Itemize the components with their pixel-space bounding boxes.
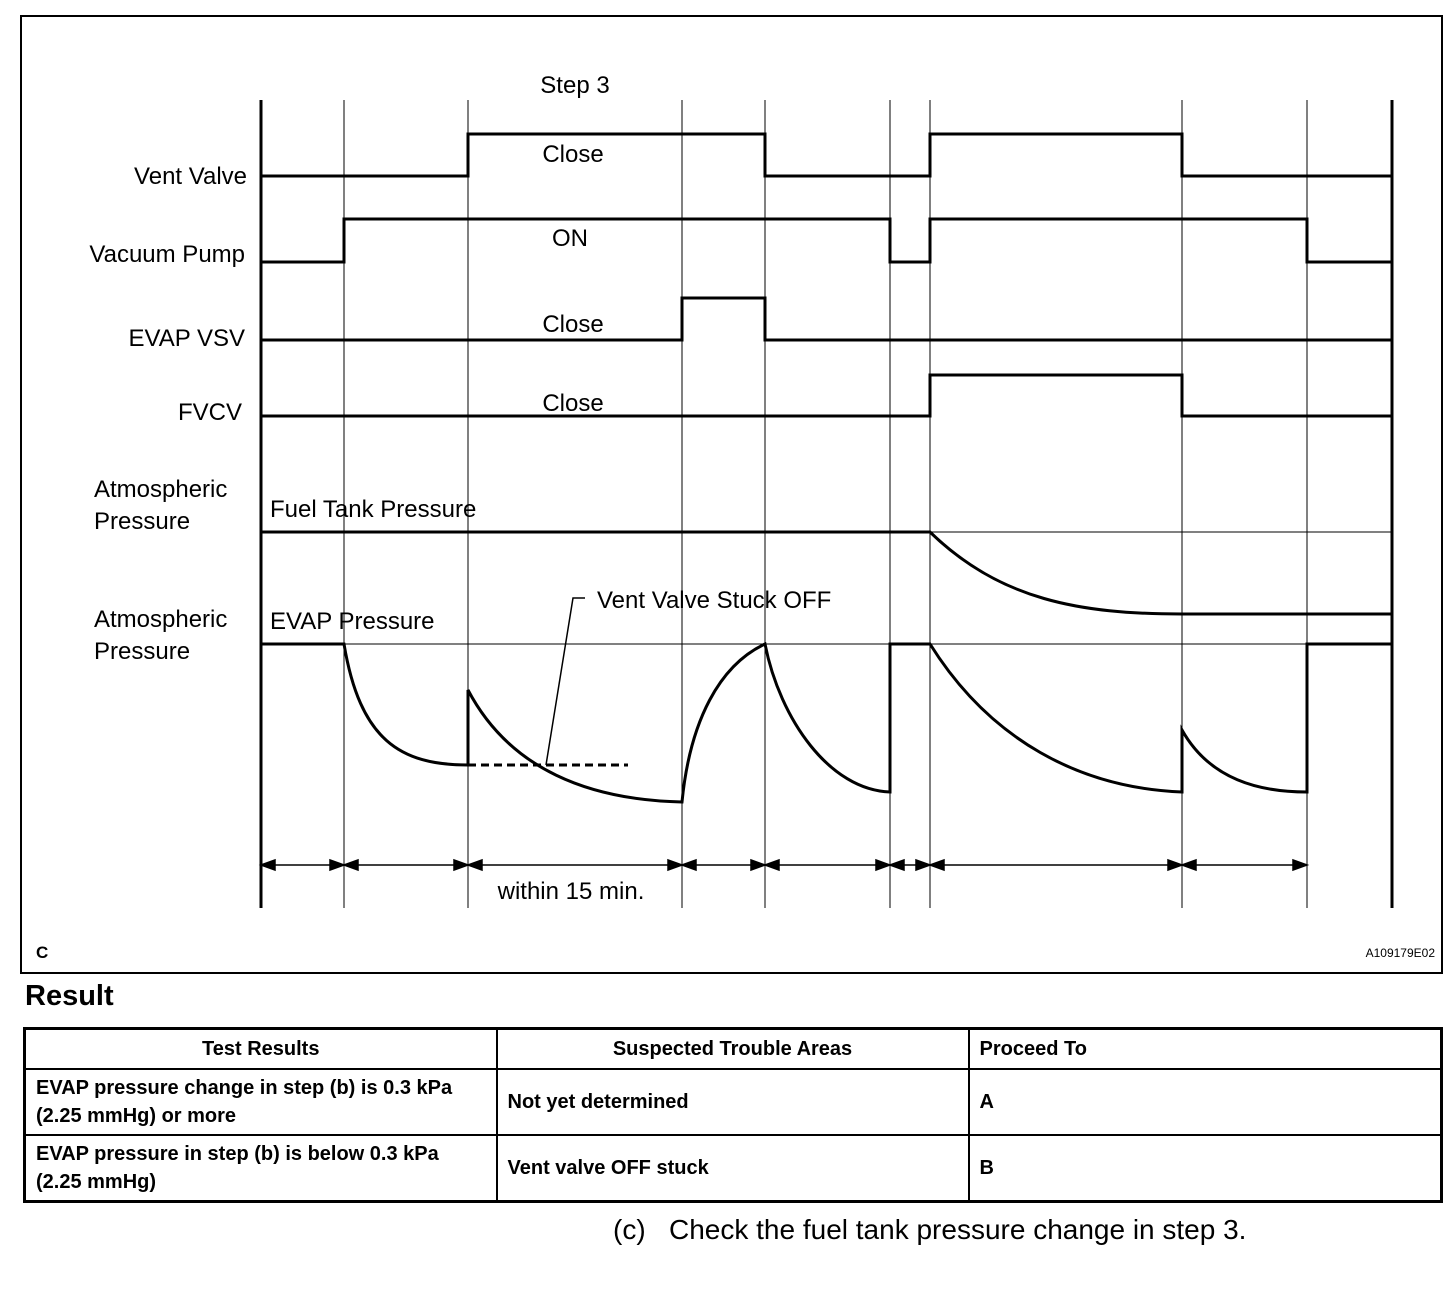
diagram-frame	[21, 16, 1442, 973]
suspected-area-cell: Vent valve OFF stuck	[497, 1135, 969, 1202]
atmospheric-pressure-label-2-line-2: Pressure	[94, 638, 191, 665]
fuel-tank-pressure-label: Fuel Tank Pressure	[270, 496, 477, 523]
vent-valve-stuck-off-leader	[546, 598, 585, 765]
atmospheric-pressure-label-1-line-2: Pressure	[94, 508, 191, 535]
test-result-cell: EVAP pressure in step (b) is below 0.3 kPa (2.25 mmHg)	[25, 1135, 497, 1202]
fvcv-close-label: Close	[542, 390, 604, 417]
fvcv-waveform	[261, 375, 1392, 416]
interval-arrow-head	[468, 860, 482, 870]
interval-arrows	[261, 860, 1307, 870]
proceed-to-cell: A	[969, 1069, 1442, 1135]
evap-vsv-close-label: Close	[542, 311, 604, 338]
header-suspected-trouble-areas: Suspected Trouble Areas	[497, 1029, 969, 1070]
within-15-min-label: within 15 min.	[497, 878, 645, 905]
interval-arrow-head	[1293, 860, 1307, 870]
interval-arrow-head	[344, 860, 358, 870]
fvcv-label: FVCV	[177, 399, 242, 426]
table-row	[25, 1069, 1442, 1135]
footnote-marker: (c)	[613, 1214, 646, 1245]
suspected-area-cell: Not yet determined	[497, 1069, 969, 1135]
vent-valve-waveform	[261, 134, 1392, 176]
footnote-text: Check the fuel tank pressure change in step 3.	[669, 1214, 1247, 1245]
atmospheric-pressure-label-1-line-1: Atmospheric	[94, 476, 228, 503]
interval-arrow-head	[765, 860, 779, 870]
footnote	[613, 1214, 1246, 1246]
header-test-results: Test Results	[25, 1029, 497, 1070]
evap-vsv-waveform	[261, 298, 1392, 340]
corner-label: C	[36, 943, 49, 962]
interval-arrow-head	[930, 860, 944, 870]
interval-arrow-head	[682, 860, 696, 870]
header-proceed-to: Proceed To	[969, 1029, 1442, 1070]
interval-arrow-head	[261, 860, 275, 870]
vent-valve-close-label: Close	[542, 141, 604, 168]
test-result-cell: EVAP pressure change in step (b) is 0.3 kPa (2.25 mmHg) or more	[25, 1069, 497, 1135]
vent-valve-stuck-off-label: Vent Valve Stuck OFF	[597, 587, 832, 614]
interval-arrow-head	[1182, 860, 1196, 870]
evap-vsv-label: EVAP VSV	[128, 325, 245, 352]
proceed-to-cell: B	[969, 1135, 1442, 1202]
atmospheric-pressure-label-2-line-1: Atmospheric	[94, 606, 228, 633]
vacuum-pump-label: Vacuum Pump	[89, 241, 245, 268]
evap-pressure-label: EVAP Pressure	[270, 608, 435, 635]
step-3-label: Step 3	[540, 72, 610, 99]
vent-valve-label: Vent Valve	[134, 163, 247, 190]
evap-pressure-trace	[261, 644, 1392, 802]
vacuum-pump-on-label: ON	[552, 225, 588, 252]
figure-id: A109179E02	[1365, 946, 1435, 960]
result-table	[23, 1027, 1443, 1203]
vacuum-pump-waveform	[261, 219, 1392, 262]
result-heading: Result	[25, 980, 114, 1012]
interval-arrow-head	[890, 860, 904, 870]
result-table-header-row	[25, 1029, 1442, 1070]
table-row	[25, 1135, 1442, 1202]
